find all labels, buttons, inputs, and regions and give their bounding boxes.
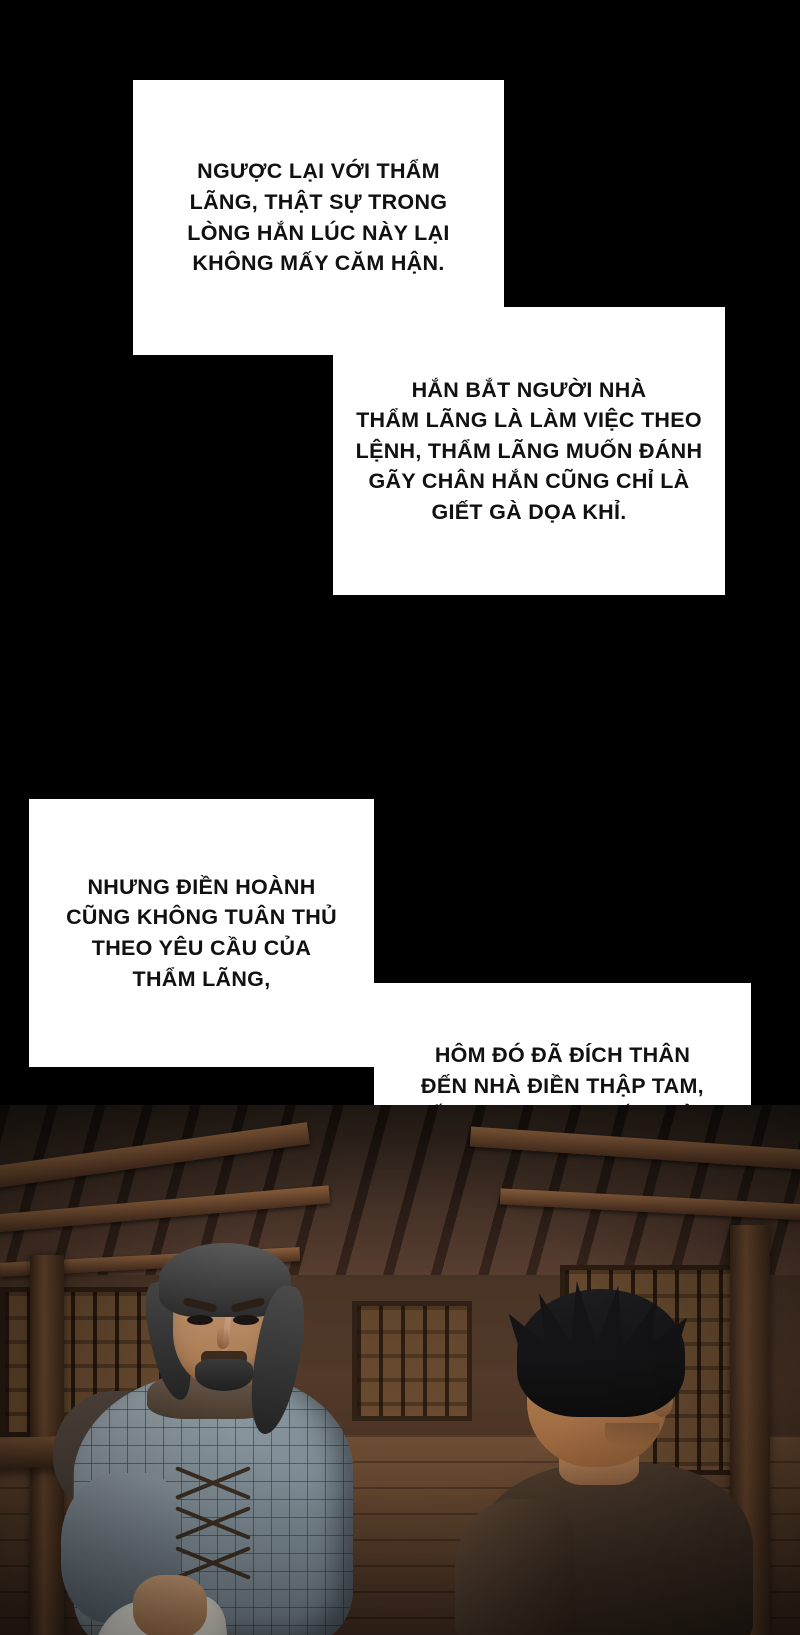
warrior-hand: [133, 1575, 207, 1635]
narration-line: LÃNG, THẬT SỰ TRONG: [189, 189, 448, 214]
narration-line: GIẾT GÀ DỌA KHỈ.: [431, 499, 627, 524]
narration-line: CŨNG KHÔNG TUÂN THỦ: [66, 905, 337, 930]
man-jaw-shadow: [605, 1423, 659, 1447]
narration-line: NGƯỢC LẠI VỚI THẨM: [197, 159, 440, 184]
narration-line: ĐẾN NHÀ ĐIỀN THẬP TAM,: [421, 1073, 704, 1098]
narration-line: GÃY CHÂN HẮN CŨNG CHỈ LÀ: [368, 469, 690, 494]
warrior-eye: [233, 1315, 259, 1325]
narration-line: NHƯNG ĐIỀN HOÀNH: [87, 874, 316, 899]
narration-line: THẨM LÃNG LÀ LÀM VIỆC THEO: [356, 408, 702, 433]
comic-art-panel: [0, 1105, 800, 1635]
narration-line: THEO YÊU CẦU CỦA: [91, 936, 312, 960]
warrior-nose: [217, 1327, 229, 1349]
narration-line: LỆNH, THẨM LÃNG MUỐN ĐÁNH: [355, 438, 703, 463]
character-spiky-haired-man: [455, 1273, 775, 1635]
warrior-beard: [195, 1359, 253, 1391]
narration-line: HẮN BẮT NGƯỜI NHÀ: [411, 377, 647, 402]
narration-line: LÒNG HẮN LÚC NÀY LẠI: [187, 220, 450, 245]
narration-box-2: [333, 307, 725, 595]
warrior-eye: [187, 1315, 213, 1325]
narration-line: KHÔNG MẤY CĂM HẬN.: [192, 251, 445, 276]
man-spiky-hair: [501, 1267, 697, 1417]
narration-line: HÔM ĐÓ ĐÃ ĐÍCH THÂN: [434, 1043, 691, 1068]
man-shoulder: [455, 1499, 575, 1635]
narration-line: THẨM LÃNG,: [132, 966, 271, 991]
narration-box-3: [29, 799, 374, 1067]
character-armored-warrior: [55, 1223, 415, 1635]
